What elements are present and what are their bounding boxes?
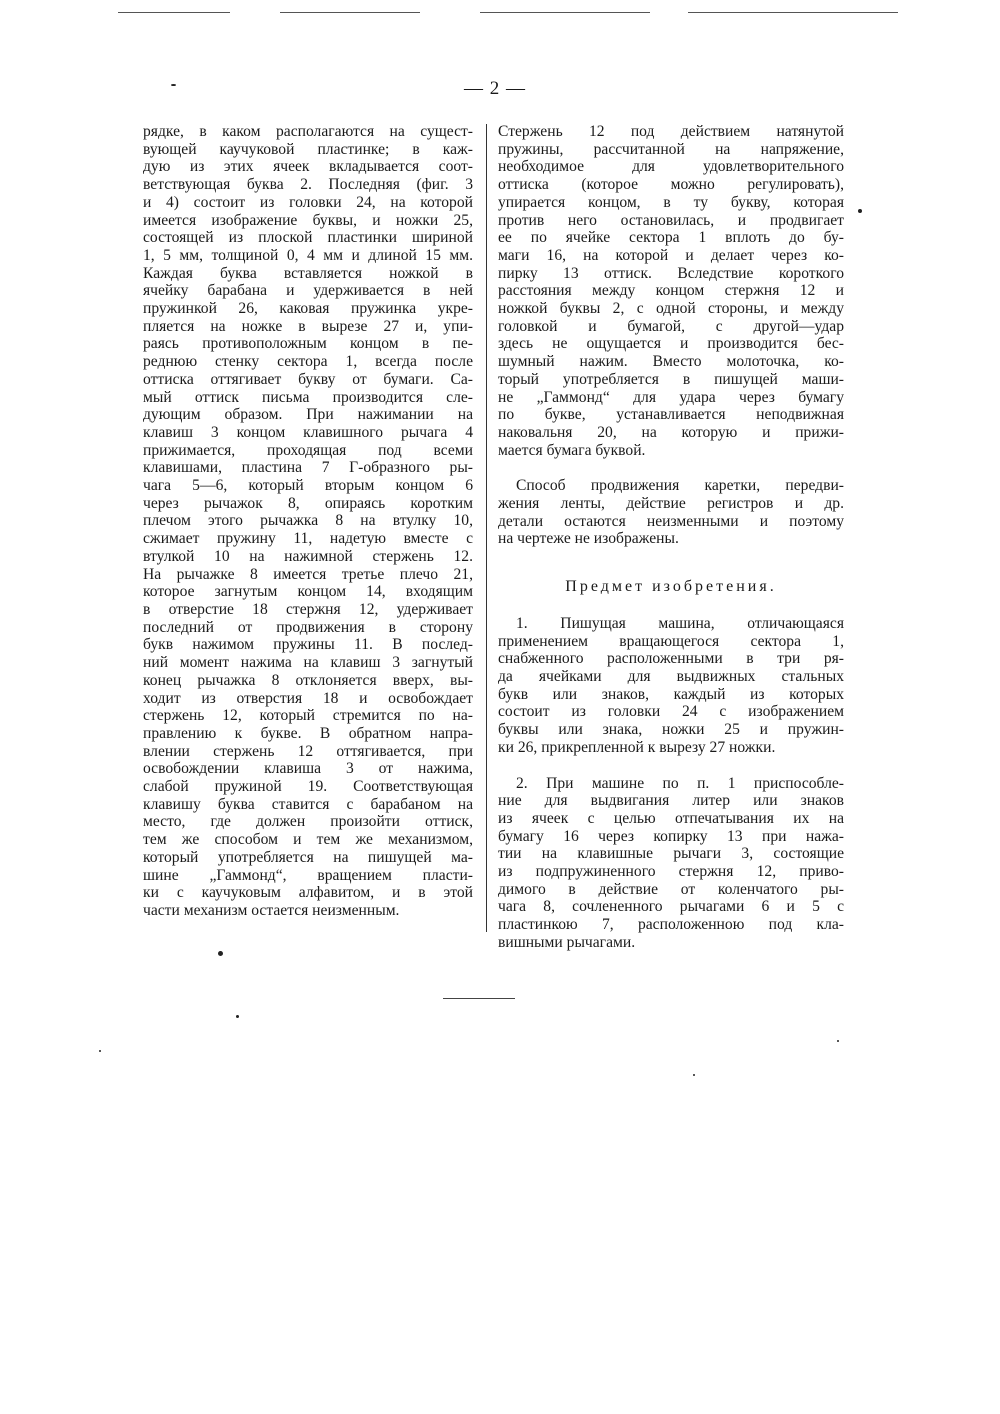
text-line: ветствующая буква 2. Последняя (фиг. 3	[143, 176, 473, 194]
text-line: конец рычажка 8 отклоняется вверх, вы-	[143, 671, 473, 689]
text-line: по букве, устанавливается неподвижная	[498, 406, 844, 424]
text-line: бумагу 16 через копирку 13 при нажа-	[498, 827, 844, 845]
text-line: пирку 13 оттиск. Вследствие короткого	[498, 264, 844, 282]
print-speck	[837, 1040, 839, 1042]
column-divider	[486, 124, 487, 932]
text-line: чага 5—6, который вторым концом 6	[143, 477, 473, 495]
text-line: имеется изображение буквы, и ножки 25,	[143, 211, 473, 229]
text-line: клавишу буква ставится с барабаном на	[143, 795, 473, 813]
text-line: применением вращающегося сектора 1,	[498, 632, 844, 650]
text-line: который употребляется на пишущей ма-	[143, 848, 473, 866]
text-line: против него остановилась, и продвигает	[498, 211, 844, 229]
text-line: На рычажке 8 имеется третье плечо 21,	[143, 565, 473, 583]
text-line: торый употребляется в пишущей маши-	[498, 370, 844, 388]
text-line: правлению к букве. В обратном напра-	[143, 724, 473, 742]
text-line: буквы или знака, ножки 25 и пружин-	[498, 721, 844, 739]
text-line: на чертеже не изображены.	[498, 530, 679, 548]
text-line: освобождении клавиша 3 от нажима,	[143, 760, 473, 778]
text-line: маги 16, на которой и делает через ко-	[498, 246, 844, 264]
top-edge-rule	[280, 12, 420, 13]
text-line: стержень 12, который стремится по на-	[143, 707, 473, 725]
text-line: пляется на ножке в вырезе 27 и, упи-	[143, 317, 473, 335]
text-line: прижимается, проходящая под всеми	[143, 441, 473, 459]
text-line: через рычажок 8, опираясь коротким	[143, 494, 473, 512]
text-line: состоящей из плоской пластинки шириной	[143, 229, 473, 247]
end-rule	[443, 998, 515, 999]
text-line: пластинкою 7, расположенною под кла-	[498, 916, 844, 934]
text-line: букв или знаков, каждый из которых	[498, 685, 844, 703]
body-paragraph	[498, 123, 844, 459]
print-speck	[236, 1015, 239, 1018]
text-line: которое загнутым концом 14, входящим	[143, 583, 473, 601]
body-paragraph	[498, 477, 844, 548]
text-line: тем же способом и тем же механизмом,	[143, 831, 473, 849]
text-line: из подпружиненного стержня 12, приво-	[498, 863, 844, 881]
text-line: димого в действие от коленчатого ры-	[498, 880, 844, 898]
claim-paragraph	[498, 775, 844, 952]
text-line: реднюю стенку сектора 1, всегда после	[143, 353, 473, 371]
text-line: Стержень 12 под действием натянутой	[498, 123, 844, 140]
text-line: да ячейками для выдвижных стальных	[498, 667, 844, 685]
text-line: шине „Гаммонд“, вращением пласти-	[143, 866, 473, 884]
print-speck	[693, 1074, 695, 1076]
top-edge-rule	[118, 12, 230, 13]
text-line: вующей каучуковой пластинке; в каж-	[143, 140, 473, 158]
text-line: ходит из отверстия 18 и освобождает	[143, 689, 473, 707]
text-line: мый оттиск письма производится сле-	[143, 388, 473, 406]
print-speck	[858, 209, 862, 213]
left-text-column	[143, 123, 473, 920]
text-line: сжимает пружину 11, надетую вместе с	[143, 530, 473, 548]
text-line: ножкой буквы 2, с одной стороны, и между	[498, 300, 844, 318]
text-line: оттиска (которое можно регулировать),	[498, 176, 844, 194]
text-line: ний момент нажима на клавиш 3 загнутый	[143, 654, 473, 672]
text-line: дующим образом. При нажимании на	[143, 406, 473, 424]
print-speck	[99, 1050, 101, 1052]
text-line: букв нажимом пружины 11. В послед-	[143, 636, 473, 654]
text-line: дую из этих ячеек вкладывается соот-	[143, 158, 473, 176]
text-line: Каждая буква вставляется ножкой в	[143, 264, 473, 282]
text-line: ки 26, прикрепленной к вырезу 27 ножки.	[498, 738, 776, 756]
text-line: оттиска оттягивает букву от бумаги. Са-	[143, 370, 473, 388]
text-line: и 4) состоит из головки 24, на которой	[143, 193, 473, 211]
text-line: снабженного расположенными в три ря-	[498, 650, 844, 668]
text-line: тии на клавишные рычаги 3, состоящие	[498, 845, 844, 863]
text-line: шумный нажим. Вместо молоточка, ко-	[498, 353, 844, 371]
text-line: мается бумага буквой.	[498, 441, 646, 459]
claim-paragraph	[498, 615, 844, 757]
text-line: в отверстие 18 стержня 12, удерживает	[143, 600, 473, 618]
top-edge-rule	[480, 12, 650, 13]
text-line: 1, 5 мм, толщиной 0, 4 мм и длиной 15 мм.	[143, 246, 473, 264]
text-line: из ячеек с целью отпечатывания их на	[498, 809, 844, 827]
text-line: рядке, в каком располагаются на сущест-	[143, 123, 473, 140]
print-speck	[171, 84, 176, 86]
text-line: жения ленты, действие регистров и др.	[498, 495, 844, 513]
page-number: — 2 —	[464, 78, 526, 99]
text-line: 1. Пишущая машина, отличающаяся	[516, 614, 844, 632]
text-line: Способ продвижения каретки, передви-	[516, 477, 844, 495]
text-line: чага 8, сочлененного рычагами 6 и 5 с	[498, 898, 844, 916]
text-line: последний от продвижения в сторону	[143, 618, 473, 636]
text-line: состоит из головки 24 с изображением	[498, 703, 844, 721]
text-line: упирается концом, в ту букву, которая	[498, 193, 844, 211]
text-line: не „Гаммонд“ для удара через бумагу	[498, 388, 844, 406]
text-line: 2. При машине по п. 1 приспособле-	[516, 774, 844, 792]
text-line: слабой пружиной 19. Соответствующая	[143, 778, 473, 796]
text-line: ячейку барабана и удерживается в ней	[143, 282, 473, 300]
text-line: пружины, рассчитанной на напряжение,	[498, 140, 844, 158]
text-line: детали остаются неизменными и поэтому	[498, 512, 844, 530]
text-line: расстояния между концом стержня 12 и	[498, 282, 844, 300]
text-line: раясь противоположным концом в пе-	[143, 335, 473, 353]
text-line: клавишами, пластина 7 Г-образного ры-	[143, 459, 473, 477]
text-line: ки с каучуковым алфавитом, и в этой	[143, 884, 473, 902]
text-line: ее по ячейке сектора 1 вплоть до бу-	[498, 229, 844, 247]
text-line: наковальня 20, на которую и прижи-	[498, 423, 844, 441]
print-speck	[218, 951, 223, 956]
text-line: втулкой 10 на нажимной стержень 12.	[143, 547, 473, 565]
section-heading: Предмет изобретения.	[565, 578, 777, 596]
text-line: место, где должен произойти оттиск,	[143, 813, 473, 831]
text-line: части механизм остается неизменным.	[143, 901, 400, 919]
text-line: головкой и бумагой, с другой—удар	[498, 317, 844, 335]
text-line: необходимое для удовлетворительного	[498, 158, 844, 176]
text-line: влении стержень 12 оттягивается, при	[143, 742, 473, 760]
text-line: клавиш 3 концом клавишного рычага 4	[143, 423, 473, 441]
text-line: плечом этого рычажка 8 на втулку 10,	[143, 512, 473, 530]
text-line: вишными рычагами.	[498, 933, 636, 951]
top-edge-rule	[688, 12, 898, 13]
text-line: пружинкой 26, каковая пружинка укре-	[143, 300, 473, 318]
text-line: ние для выдвигания литер или знаков	[498, 792, 844, 810]
right-text-column	[498, 123, 844, 952]
text-line: здесь не ощущается и производится бес-	[498, 335, 844, 353]
